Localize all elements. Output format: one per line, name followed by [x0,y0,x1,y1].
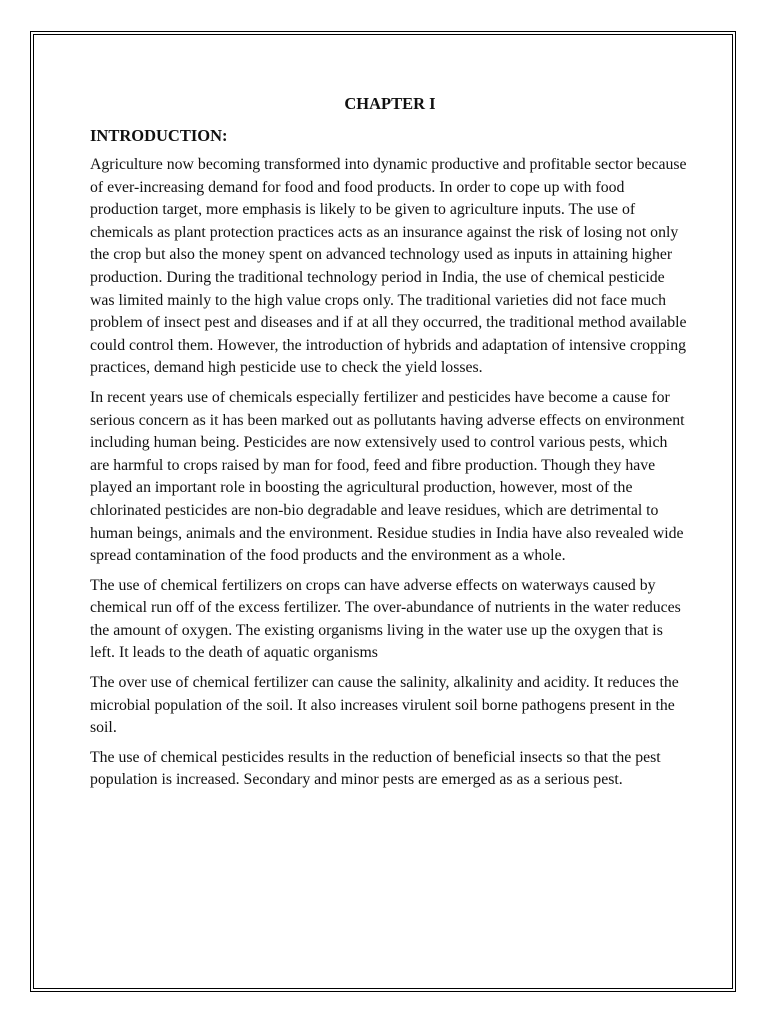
paragraph-1: Agriculture now becoming transformed into dynamic productive and profitable sector because of ever-increasing demand for food and food products. In order to cope up with food production target, more emphasis is likely to be given to agriculture inputs. The use of chemicals as plant protection practices acts as an insurance against the risk of losing not only the crop but also the money spent on advanced technology used as inputs in attaining higher production. During the traditional technology period in India, the use of chemical pesticide was limited mainly to the high value crops only. The traditional varieties did not face much problem of insect pest and diseases and if at all they occurred, the traditional method available could control them. However, the introduction of hybrids and adaptation of intensive cropping practices, demand high pesticide use to check the yield losses. [90,156,687,377]
paragraph-4: The over use of chemical fertilizer can cause the salinity, alkalinity and acidity. It reduces the microbial population of the soil. It also increases virulent soil borne pathogens present in the soil. [90,674,679,737]
chapter-title: CHAPTER I [344,94,436,113]
paragraph-5: The use of chemical pesticides results in the reduction of beneficial insects so that the pest population is increased. Secondary and minor pests are emerged as as a serious pest. [90,748,661,789]
section-heading: INTRODUCTION: [90,126,228,145]
document-body [90,92,690,799]
paragraph-3: The use of chemical fertilizers on crops can have adverse effects on waterways caused by chemical run off of the excess fertilizer. The over-abundance of nutrients in the water reduces the amount of oxygen. The existing organisms living in the water use up the oxygen that is left. It leads to the death of aquatic organisms [90,576,681,662]
paragraph-2: In recent years use of chemicals especially fertilizer and pesticides have become a cause for serious concern as it has been marked out as pollutants having adverse effects on environment including human being. Pesticides are now extensively used to control various pests, which are harmful to crops raised by man for food, feed and fibre production. Though they have played an important role in boosting the agricultural production, however, most of the chlorinated pesticides are non-bio degradable and leave residues, which are detrimental to human beings, animals and the environment. Residue studies in India have also revealed wide spread contamination of the food products and the environment as a whole. [90,388,685,565]
